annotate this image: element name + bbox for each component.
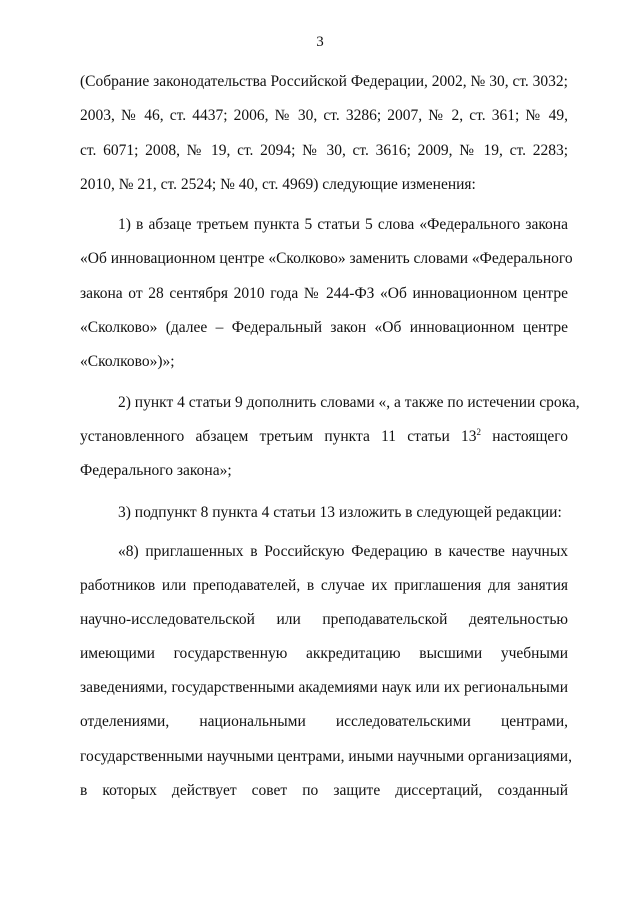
- text-line-4: 2010, № 21, ст. 2524; № 40, ст. 4969) следующие изменения:: [80, 176, 476, 193]
- text-line-11-main: установленного абзацем третьим пункта 11 статьи 13: [80, 428, 477, 445]
- text-line-2: 2003, № 46, ст. 4437; 2006, № 30, ст. 3286; 2007, № 2, ст. 361; № 49,: [80, 107, 568, 124]
- text-line-11: [80, 427, 568, 447]
- text-line-6: «Об инновационном центре «Сколково» заменить словами «Федерального: [80, 250, 573, 267]
- text-line-15: работников или преподавателей, в случае их приглашения для занятия: [80, 577, 568, 594]
- text-line-5: 1) в абзаце третьем пункта 5 статьи 5 слова «Федерального закона: [118, 216, 568, 233]
- text-line-16: научно-исследовательской или преподавательской деятельностью: [80, 611, 568, 628]
- superscript: 2: [476, 427, 481, 437]
- text-line-20: государственными научными центрами, иными научными организациями,: [80, 748, 572, 765]
- text-line-8: «Сколково» (далее – Федеральный закон «Об инновационном центре: [80, 319, 568, 336]
- page-number: 3: [316, 34, 324, 50]
- text-line-9: «Сколково»)»;: [80, 353, 175, 370]
- text-line-13: 3) подпункт 8 пункта 4 статьи 13 изложить в следующей редакции:: [118, 504, 562, 521]
- text-line-3: ст. 6071; 2008, № 19, ст. 2094; № 30, ст. 3616; 2009, № 19, ст. 2283;: [80, 142, 568, 159]
- text-line-10: 2) пункт 4 статьи 9 дополнить словами «, а также по истечении срока,: [118, 394, 580, 411]
- text-line-19: отделениями, национальными исследовательскими центрами,: [80, 713, 568, 730]
- text-line-1: (Собрание законодательства Российской Федерации, 2002, № 30, ст. 3032;: [80, 73, 568, 90]
- text-line-18: заведениями, государственными академиями наук или их региональными: [80, 679, 568, 696]
- text-line-17: имеющими государственную аккредитацию высшими учебными: [80, 645, 568, 662]
- text-line-11-tail: настоящего: [481, 428, 568, 445]
- text-line-21: в которых действует совет по защите диссертаций, созданный: [80, 782, 568, 799]
- text-line-7: закона от 28 сентября 2010 года № 244-ФЗ «Об инновационном центре: [80, 285, 568, 302]
- text-line-12: Федерального закона»;: [80, 462, 232, 479]
- text-line-14: «8) приглашенных в Российскую Федерацию в качестве научных: [118, 543, 568, 560]
